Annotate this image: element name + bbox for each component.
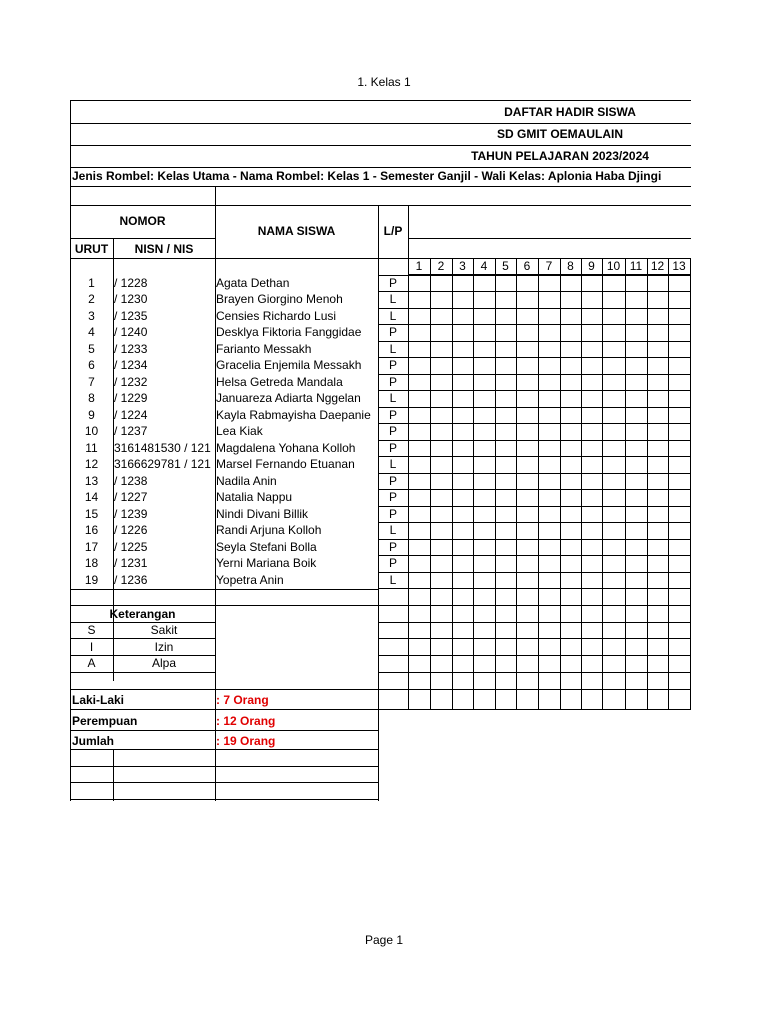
keterangan-code: A [87,656,96,671]
student-nisn: / 1232 [114,374,148,389]
student-gender: L [389,292,397,306]
student-number: 6 [88,358,95,372]
grid-line [70,123,691,124]
summary-value: : 7 Orang [216,693,269,707]
grid-line [378,324,691,325]
day-number: 9 [588,259,595,273]
grid-line [602,258,603,710]
student-gender: L [389,391,397,405]
student-nisn: 3161481530 / 121 [114,440,211,455]
grid-line [70,672,216,673]
grid-line [378,572,691,573]
day-number: 10 [606,259,621,273]
summary-label: Perempuan [72,713,138,728]
grid-line [70,709,379,710]
student-nisn: / 1234 [114,358,148,372]
student-gender: P [388,275,397,290]
keterangan-code: S [87,623,96,637]
student-gender: L [389,572,397,587]
grid-line [378,555,691,556]
student-name: Kayla Rabmayisha Daepanie [216,407,371,422]
grid-line [378,709,691,710]
student-gender: P [388,506,397,521]
student-number: 14 [84,490,99,504]
grid-line [408,205,409,710]
day-number: 2 [437,259,445,273]
student-number: 2 [88,292,95,306]
day-number: 1 [415,259,423,273]
rombel-info: Jenis Rombel: Kelas Utama - Nama Rombel: Kelas 1 - Semester Ganjil - Wali Kelas: Aplonia Haba Djingi [72,169,662,183]
student-name: Marsel Fernando Etuanan [216,457,355,471]
student-nisn: / 1237 [114,424,148,438]
student-number: 16 [84,523,99,537]
grid-line [70,730,379,731]
grid-line [452,258,453,710]
grid-line [378,341,691,342]
student-name: Nadila Anin [216,473,277,488]
student-number: 5 [88,341,95,356]
student-number: 12 [84,457,99,471]
student-gender: L [389,308,397,323]
student-nisn: / 1240 [114,325,148,339]
grid-line [378,638,691,639]
student-nisn: / 1231 [114,556,148,570]
day-number: 13 [672,259,686,273]
student-number: 9 [88,407,95,422]
student-name: Brayen Giorgino Menoh [216,292,343,306]
nomor-header: NOMOR [119,214,166,228]
grid-line [70,689,379,690]
grid-line [378,473,691,474]
grid-line [378,440,691,441]
nisn-header: NISN / NIS [134,242,194,256]
student-name: Yerni Mariana Boik [216,556,317,570]
student-nisn: / 1226 [114,523,148,537]
grid-line [378,605,691,606]
keterangan-label: Sakit [150,623,178,637]
keterangan-label: Izin [154,639,174,654]
grid-line [378,655,691,656]
grid-line [70,799,379,800]
student-name: Nindi Divani Billik [216,506,309,521]
student-nisn: / 1229 [114,391,148,405]
student-name: Censies Richardo Lusi [216,308,337,323]
grid-line [113,622,114,673]
summary-value: : 19 Orang [216,734,276,748]
grid-line [378,539,691,540]
urut-header: URUT [74,242,109,256]
student-gender: P [388,539,397,554]
grid-line [70,589,379,590]
student-name: Januareza Adiarta Nggelan [216,391,361,405]
grid-line [215,186,216,206]
student-number: 13 [84,473,99,488]
grid-line [378,689,691,690]
day-number: 6 [523,259,531,273]
student-nisn: / 1233 [114,341,148,356]
student-gender: P [388,440,397,455]
student-number: 4 [88,325,95,339]
school-name: SD GMIT OEMAULAIN [497,127,623,141]
grid-line [378,374,691,375]
summary-label: Jumlah [72,734,115,748]
student-name: Gracelia Enjemila Messakh [216,358,362,372]
page-number: Page 1 [364,933,404,947]
grid-line [378,390,691,391]
grid-line [70,749,379,750]
day-number: 5 [502,259,509,273]
student-number: 18 [84,556,99,570]
student-gender: P [388,358,397,372]
student-nisn: / 1239 [114,506,148,521]
student-nisn: / 1224 [114,407,148,422]
student-name: Magdalena Yohana Kolloh [216,440,356,455]
student-name: Randi Arjuna Kolloh [216,523,322,537]
grid-line [70,100,691,101]
nama-header: NAMA SISWA [257,224,336,238]
grid-line [473,258,474,710]
grid-line [408,238,691,239]
day-number: 3 [459,259,466,273]
grid-line [430,258,431,710]
student-gender: L [389,523,397,537]
student-number: 7 [88,374,95,389]
student-name: Agata Dethan [216,275,290,290]
keterangan-label: Alpa [151,656,177,671]
student-number: 10 [84,424,99,438]
grid-line [70,186,691,187]
grid-line [378,672,691,673]
student-name: Lea Kiak [216,424,263,438]
student-nisn: / 1225 [114,539,148,554]
student-name: Natalia Nappu [216,490,293,504]
student-gender: P [388,473,397,488]
student-gender: P [388,374,397,389]
grid-line [70,205,691,206]
grid-line [378,522,691,523]
student-name: Seyla Stefani Bolla [216,539,317,554]
student-nisn: / 1227 [114,490,148,504]
student-name: Desklya Fiktoria Fanggidae [216,325,362,339]
grid-line [70,145,691,146]
day-number: 11 [629,259,643,273]
student-nisn: 3166629781 / 121 [114,457,211,471]
grid-line [378,275,691,276]
day-number: 7 [545,259,553,273]
grid-line [538,258,539,710]
keterangan-code: I [89,639,94,654]
student-number: 17 [84,539,99,554]
grid-line [113,749,114,801]
grid-line [581,258,582,710]
day-number: 12 [650,259,665,273]
student-nisn: / 1230 [114,292,148,306]
grid-line [378,308,691,309]
student-gender: P [388,407,397,422]
school-year: TAHUN PELAJARAN 2023/2024 [471,149,649,163]
grid-line [668,258,669,710]
lp-header: L/P [383,224,403,238]
student-nisn: / 1228 [114,275,148,290]
grid-line [378,357,691,358]
grid-line [516,258,517,710]
student-nisn: / 1235 [114,308,148,323]
grid-line [378,588,691,589]
student-nisn: / 1238 [114,473,148,488]
student-gender: P [388,325,397,339]
student-number: 11 [85,440,98,455]
student-name: Helsa Getreda Mandala [216,374,343,389]
summary-value: : 12 Orang [216,713,276,728]
grid-line [378,407,691,408]
grid-line [495,258,496,710]
sheet-title: 1. Kelas 1 [357,75,411,89]
student-name: Yopetra Anin [216,572,284,587]
grid-line [70,766,379,767]
student-nisn: / 1236 [114,572,148,587]
day-number: 4 [480,259,488,273]
summary-label: Laki-Laki [72,693,125,707]
student-name: Farianto Messakh [216,341,312,356]
grid-line [378,489,691,490]
sheet-heading: DAFTAR HADIR SISWA [504,105,636,119]
grid-line [70,238,216,239]
grid-line [378,456,691,457]
day-number: 8 [567,259,574,273]
keterangan-title: Keterangan [109,607,176,621]
grid-line [378,423,691,424]
grid-line [647,258,648,710]
student-gender: L [389,341,397,356]
student-number: 3 [88,308,95,323]
grid-line [378,291,691,292]
student-gender: P [388,556,397,570]
student-number: 1 [88,275,95,290]
student-number: 19 [84,572,99,587]
student-gender: P [388,424,397,438]
grid-line [625,258,626,710]
grid-line [378,506,691,507]
grid-line [378,622,691,623]
student-gender: P [388,490,397,504]
grid-line [690,258,691,710]
grid-line [70,782,379,783]
student-number: 8 [88,391,95,405]
student-gender: L [389,457,397,471]
student-number: 15 [84,506,99,521]
grid-line [560,258,561,710]
